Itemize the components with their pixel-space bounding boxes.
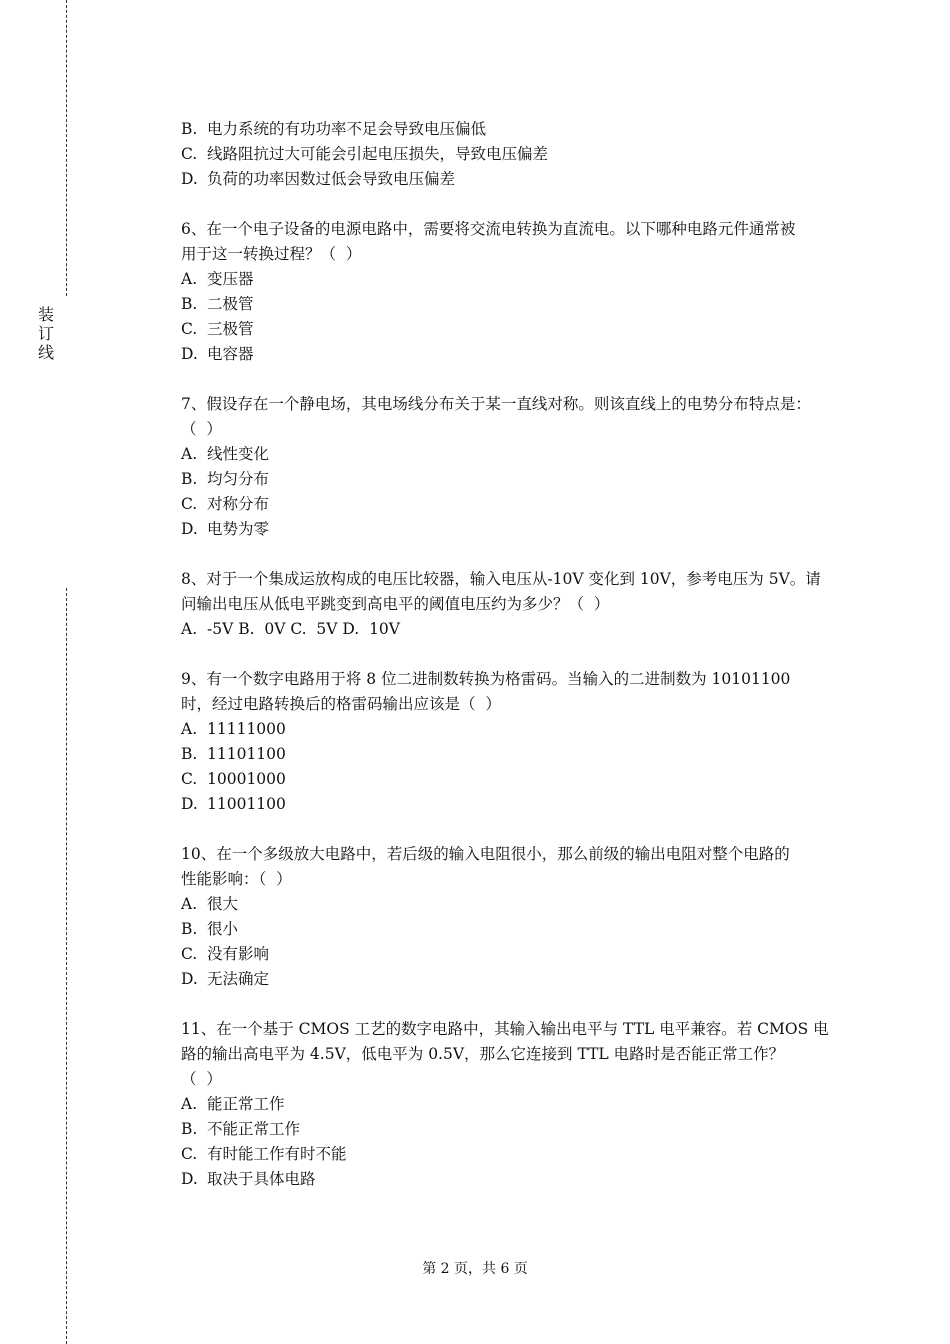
option-line [181,317,841,342]
question-stem-line: 路的输出高电平为 4.5V，低电平为 0.5V，那么它连接到 TTL 电路时是否能正常工作？ [181,1045,785,1063]
question-stem-line: 8、对于一个集成运放构成的电压比较器，输入电压从-10V 变化到 10V，参考电压为 5V。请 [181,570,821,588]
question-stem-line: 性能影响：（ ） [181,870,292,888]
option-text: 很小 [207,920,239,938]
option-text: 很大 [207,895,239,913]
option-line [181,1142,841,1167]
option-letter: D. [181,520,198,538]
question-stem-line: 问输出电压从低电平跳变到高电平的阈值电压约为多少？（ ） [181,595,610,613]
question-stem-line: （ ） [181,420,222,438]
option-line [181,892,841,917]
option-letter: C. [181,495,198,513]
option-line [181,1117,841,1142]
option-letter: B. [181,1120,198,1138]
binding-label-char: 订 [37,324,54,343]
option-text: 能正常工作 [207,1095,285,1113]
option-letter: B. [181,470,198,488]
option-text: 11111000 [207,720,286,738]
option-line [181,167,841,192]
option-line [181,492,841,517]
option-line [181,742,841,767]
option-letter: A. [181,1095,198,1113]
option-text: 均匀分布 [207,470,270,488]
option-letter: D. [181,1170,198,1188]
option-text: 没有影响 [207,945,270,963]
option-line [181,942,841,967]
option-letter: A. [181,720,198,738]
option-letter: B. [181,745,198,763]
question-6 [181,217,841,367]
option-text: 无法确定 [207,970,270,988]
option-line [181,342,841,367]
question-stem-line: 7、假设存在一个静电场，其电场线分布关于某一直线对称。则该直线上的电势分布特点是： [181,395,811,413]
question-stem-line: 9、有一个数字电路用于将 8 位二进制数转换为格雷码。当输入的二进制数为 10101100 [181,670,791,688]
option-text: 二极管 [207,295,254,313]
binding-dashed-line-top [66,0,67,296]
question-stem-line: （ ） [181,1070,222,1088]
option-line [181,292,841,317]
question-8 [181,567,841,642]
option-letter: D. [181,970,198,988]
inline-options: A. -5V B. 0V C. 5V D. 10V [181,620,400,638]
option-text: 取决于具体电路 [207,1170,316,1188]
option-text: 线性变化 [207,445,270,463]
option-letter: D. [181,795,198,813]
option-letter: A. [181,445,198,463]
binding-label [36,305,56,362]
binding-dashed-line-bottom [66,588,67,1344]
option-line [181,1092,841,1117]
option-letter: B. [181,295,198,313]
question-stem-line: 11、在一个基于 CMOS 工艺的数字电路中，其输入输出电平与 TTL 电平兼容。若 CMOS 电 [181,1020,829,1038]
question-9 [181,667,841,817]
option-text: 11001100 [207,795,286,813]
option-letter: D. [181,345,198,363]
option-line [181,467,841,492]
option-text: 电力系统的有功功率不足会导致电压偏低 [207,120,487,138]
question-7 [181,392,841,542]
question-stem-line: 10、在一个多级放大电路中，若后级的输入电阻很小，那么前级的输出电阻对整个电路的 [181,845,790,863]
option-line [181,1167,841,1192]
option-letter: A. [181,895,198,913]
option-letter: C. [181,1145,198,1163]
option-line [181,917,841,942]
option-letter: B. [181,120,198,138]
option-letter: C. [181,945,198,963]
option-letter: C. [181,770,198,788]
option-text: 对称分布 [207,495,270,513]
option-line [181,442,841,467]
option-line [181,267,841,292]
option-line [181,767,841,792]
option-line [181,967,841,992]
question-stem-line: 6、在一个电子设备的电源电路中，需要将交流电转换为直流电。以下哪种电路元件通常被 [181,220,796,238]
option-letter: A. [181,270,198,288]
option-text: 电势为零 [207,520,270,538]
option-line [181,517,841,542]
option-line [181,117,841,142]
question-content [181,117,841,1192]
option-text: 11101100 [207,745,286,763]
binding-label-char: 线 [37,343,54,362]
option-text: 线路阻抗过大可能会引起电压损失，导致电压偏差 [207,145,549,163]
question-10 [181,842,841,992]
option-line [181,717,841,742]
question-stem-line: 用于这一转换过程？（ ） [181,245,362,263]
option-letter: B. [181,920,198,938]
option-text: 三极管 [207,320,254,338]
option-text: 负荷的功率因数过低会导致电压偏差 [207,170,456,188]
option-line [181,792,841,817]
option-text: 不能正常工作 [207,1120,301,1138]
option-text: 有时能工作有时不能 [207,1145,347,1163]
binding-label-char: 装 [37,305,54,324]
option-letter: C. [181,320,198,338]
option-letter: C. [181,145,198,163]
option-text: 10001000 [207,770,286,788]
question-stem-line: 时，经过电路转换后的格雷码输出应该是（ ） [181,695,501,713]
question-11 [181,1017,841,1192]
option-letter: D. [181,170,198,188]
option-text: 变压器 [207,270,254,288]
option-text: 电容器 [207,345,254,363]
page-number-footer: 第 2 页，共 6 页 [422,1261,528,1277]
option-line [181,142,841,167]
